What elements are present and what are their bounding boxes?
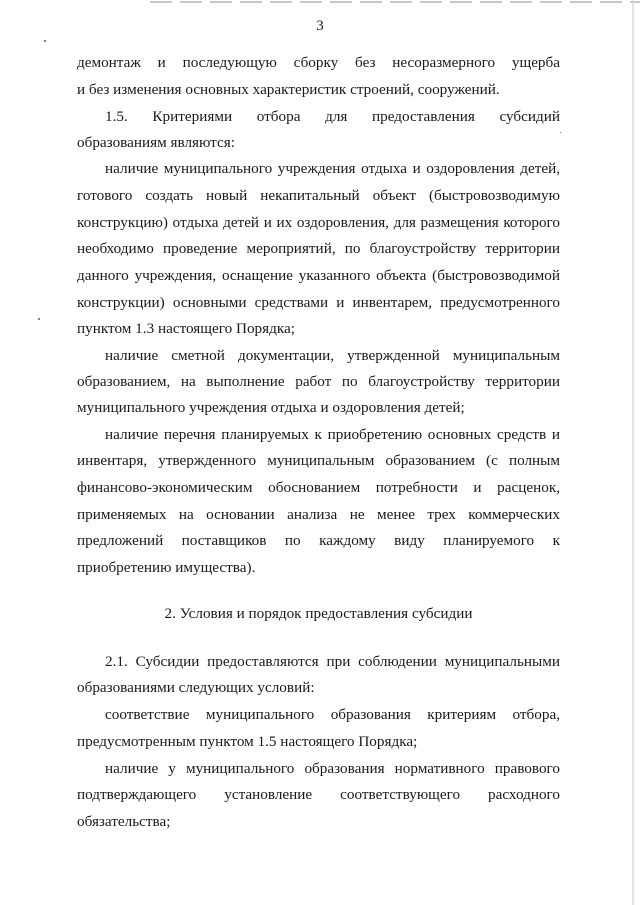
text-line: образованием, на выполнение работ по благоустройству территории: [77, 373, 560, 390]
text-line: образованиями следующих условий:: [77, 679, 315, 696]
text-line: данного учреждения, оснащение указанного объекта (быстровозводимой: [77, 267, 560, 284]
text-line: приобретению имущества).: [77, 559, 256, 576]
text-line: пунктом 1.3 настоящего Порядка;: [77, 320, 295, 337]
text-line: готового создать новый некапитальный объект (быстровозводимую: [77, 187, 560, 204]
text-line: подтверждающего установление соответствующего расходного: [77, 786, 560, 803]
text-line: наличие у муниципального образования нормативного правового: [105, 760, 560, 777]
text-line: конструкцию) отдыха детей и их оздоровления, для размещения которого: [77, 214, 560, 231]
scan-edge-right: [632, 0, 634, 905]
text-line: предложений поставщиков по каждому виду планируемого к: [77, 532, 560, 549]
text-line: применяемых на основании анализа не менее трех коммерческих: [77, 506, 560, 523]
text-line: муниципального учреждения отдыха и оздоровления детей;: [77, 399, 465, 416]
text-line: образованиям являются:: [77, 134, 235, 151]
text-line: демонтаж и последующую сборку без несоразмерного ущерба: [77, 54, 560, 71]
text-line: финансово-экономическим обоснованием потребности и расценок,: [77, 479, 560, 496]
text-line: наличие перечня планируемых к приобретению основных средств и: [105, 426, 560, 443]
text-line: наличие муниципального учреждения отдыха и оздоровления детей,: [105, 160, 560, 177]
scan-speck: [38, 318, 40, 320]
text-line: конструкции) основными средствами и инвентарем, предусмотренного: [77, 294, 560, 311]
text-line: инвентаря, утвержденного муниципальным образованием (с полным: [77, 452, 560, 469]
text-line: соответствие муниципального образования критериям отбора,: [105, 706, 560, 723]
scan-speck: [560, 132, 561, 133]
text-line: необходимо проведение мероприятий, по благоустройству территории: [77, 240, 560, 257]
text-line: предусмотренным пунктом 1.5 настоящего Порядка;: [77, 733, 418, 750]
page-number: 3: [316, 18, 324, 34]
text-line: обязательства;: [77, 813, 171, 830]
section-heading: 2. Условия и порядок предоставления субсидии: [164, 605, 473, 622]
text-line: 2.1. Субсидии предоставляются при соблюдении муниципальными: [105, 653, 560, 670]
text-line: и без изменения основных характеристик строений, сооружений.: [77, 81, 500, 98]
text-line: наличие сметной документации, утвержденной муниципальным: [105, 347, 560, 364]
scan-speck: [44, 40, 46, 42]
text-line: 1.5. Критериями отбора для предоставления субсидий: [105, 108, 560, 125]
scan-edge-top: [150, 1, 640, 3]
